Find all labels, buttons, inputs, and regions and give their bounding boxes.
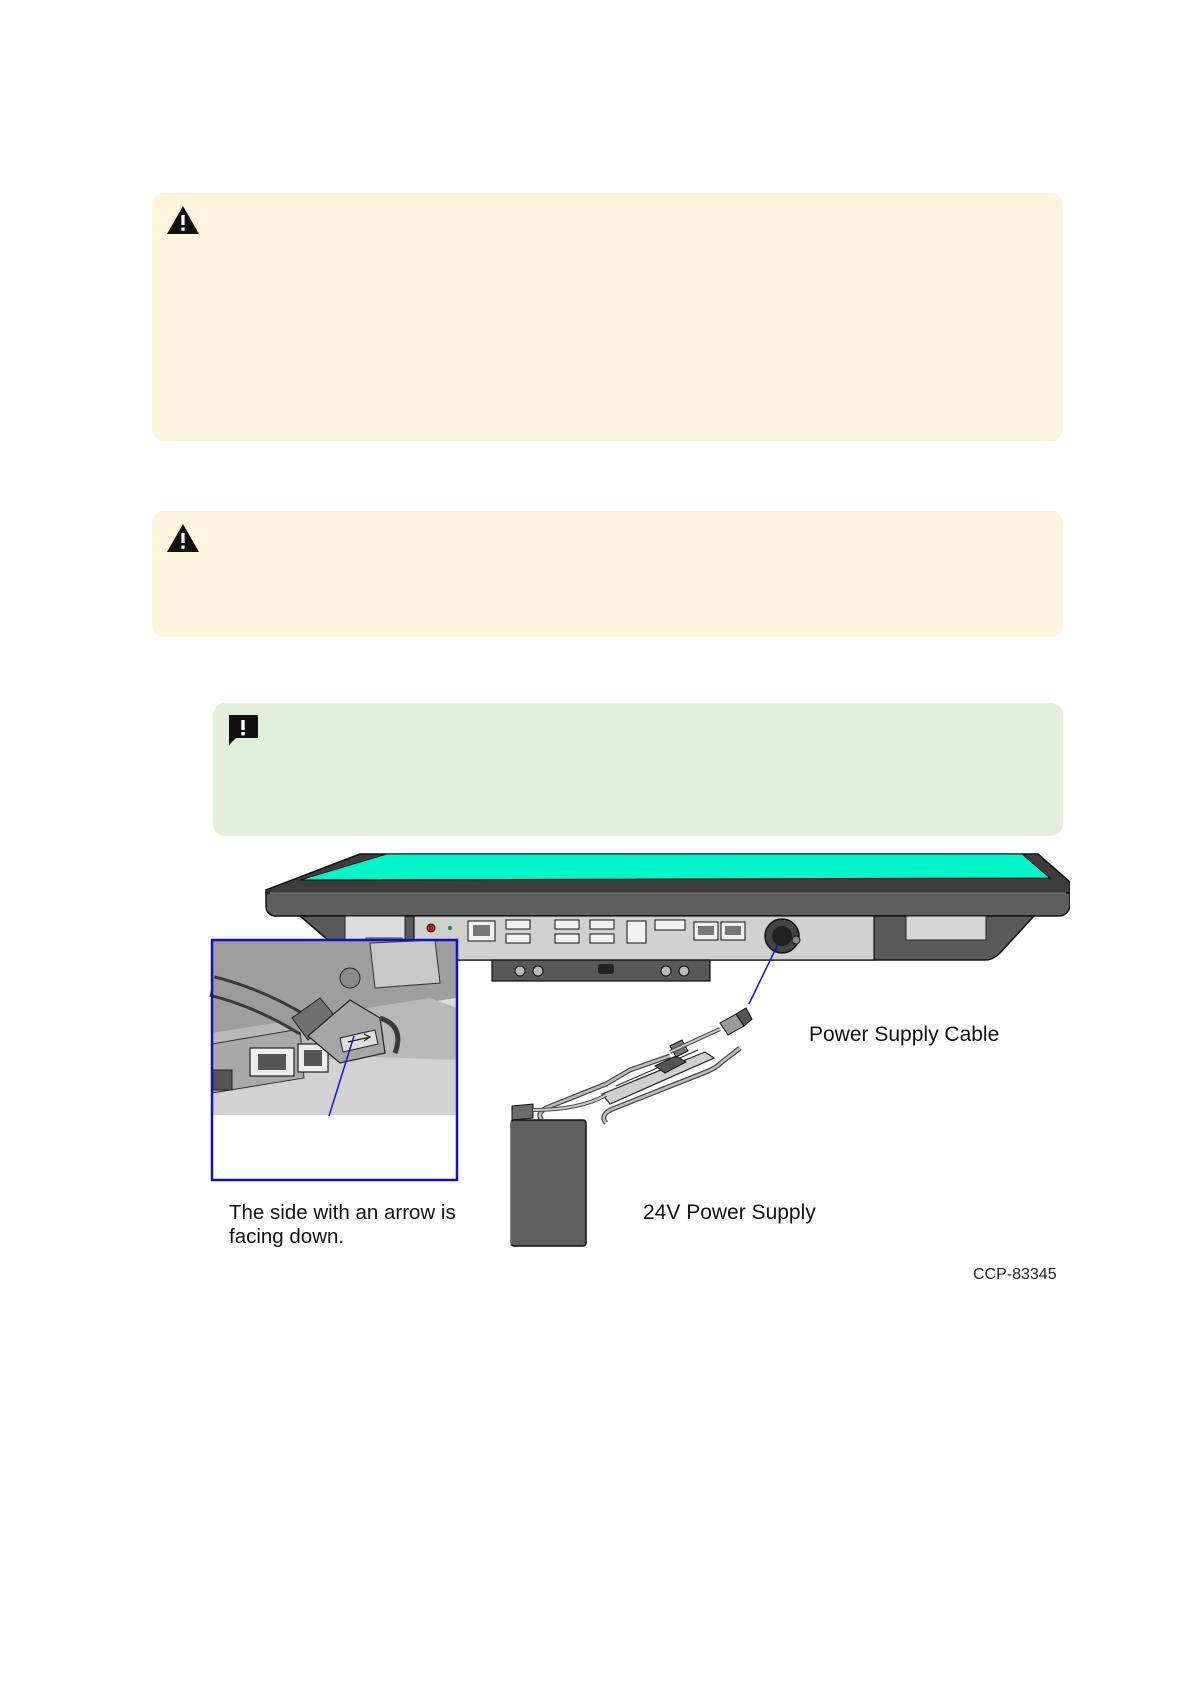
warning-triangle-icon	[166, 205, 200, 235]
caution-callout	[152, 511, 1063, 637]
figure-code: CCP-83345	[973, 1266, 1057, 1283]
inset-detail	[212, 940, 457, 1180]
power-supply-brick	[511, 1095, 606, 1246]
note-callout	[213, 703, 1063, 836]
warning-triangle-icon	[166, 523, 200, 553]
installation-figure	[200, 848, 1070, 1288]
caution-callout	[152, 193, 1063, 441]
inset-caption-line: The side with an arrow is	[229, 1201, 456, 1224]
power-supply-label: 24V Power Supply	[643, 1201, 816, 1224]
power-supply-cable-label: Power Supply Cable	[809, 1023, 1000, 1046]
terminal-display	[266, 854, 1070, 916]
inset-caption-line: facing down.	[229, 1225, 345, 1248]
note-exclamation-icon	[226, 713, 260, 747]
inset-caption	[229, 1201, 484, 1249]
